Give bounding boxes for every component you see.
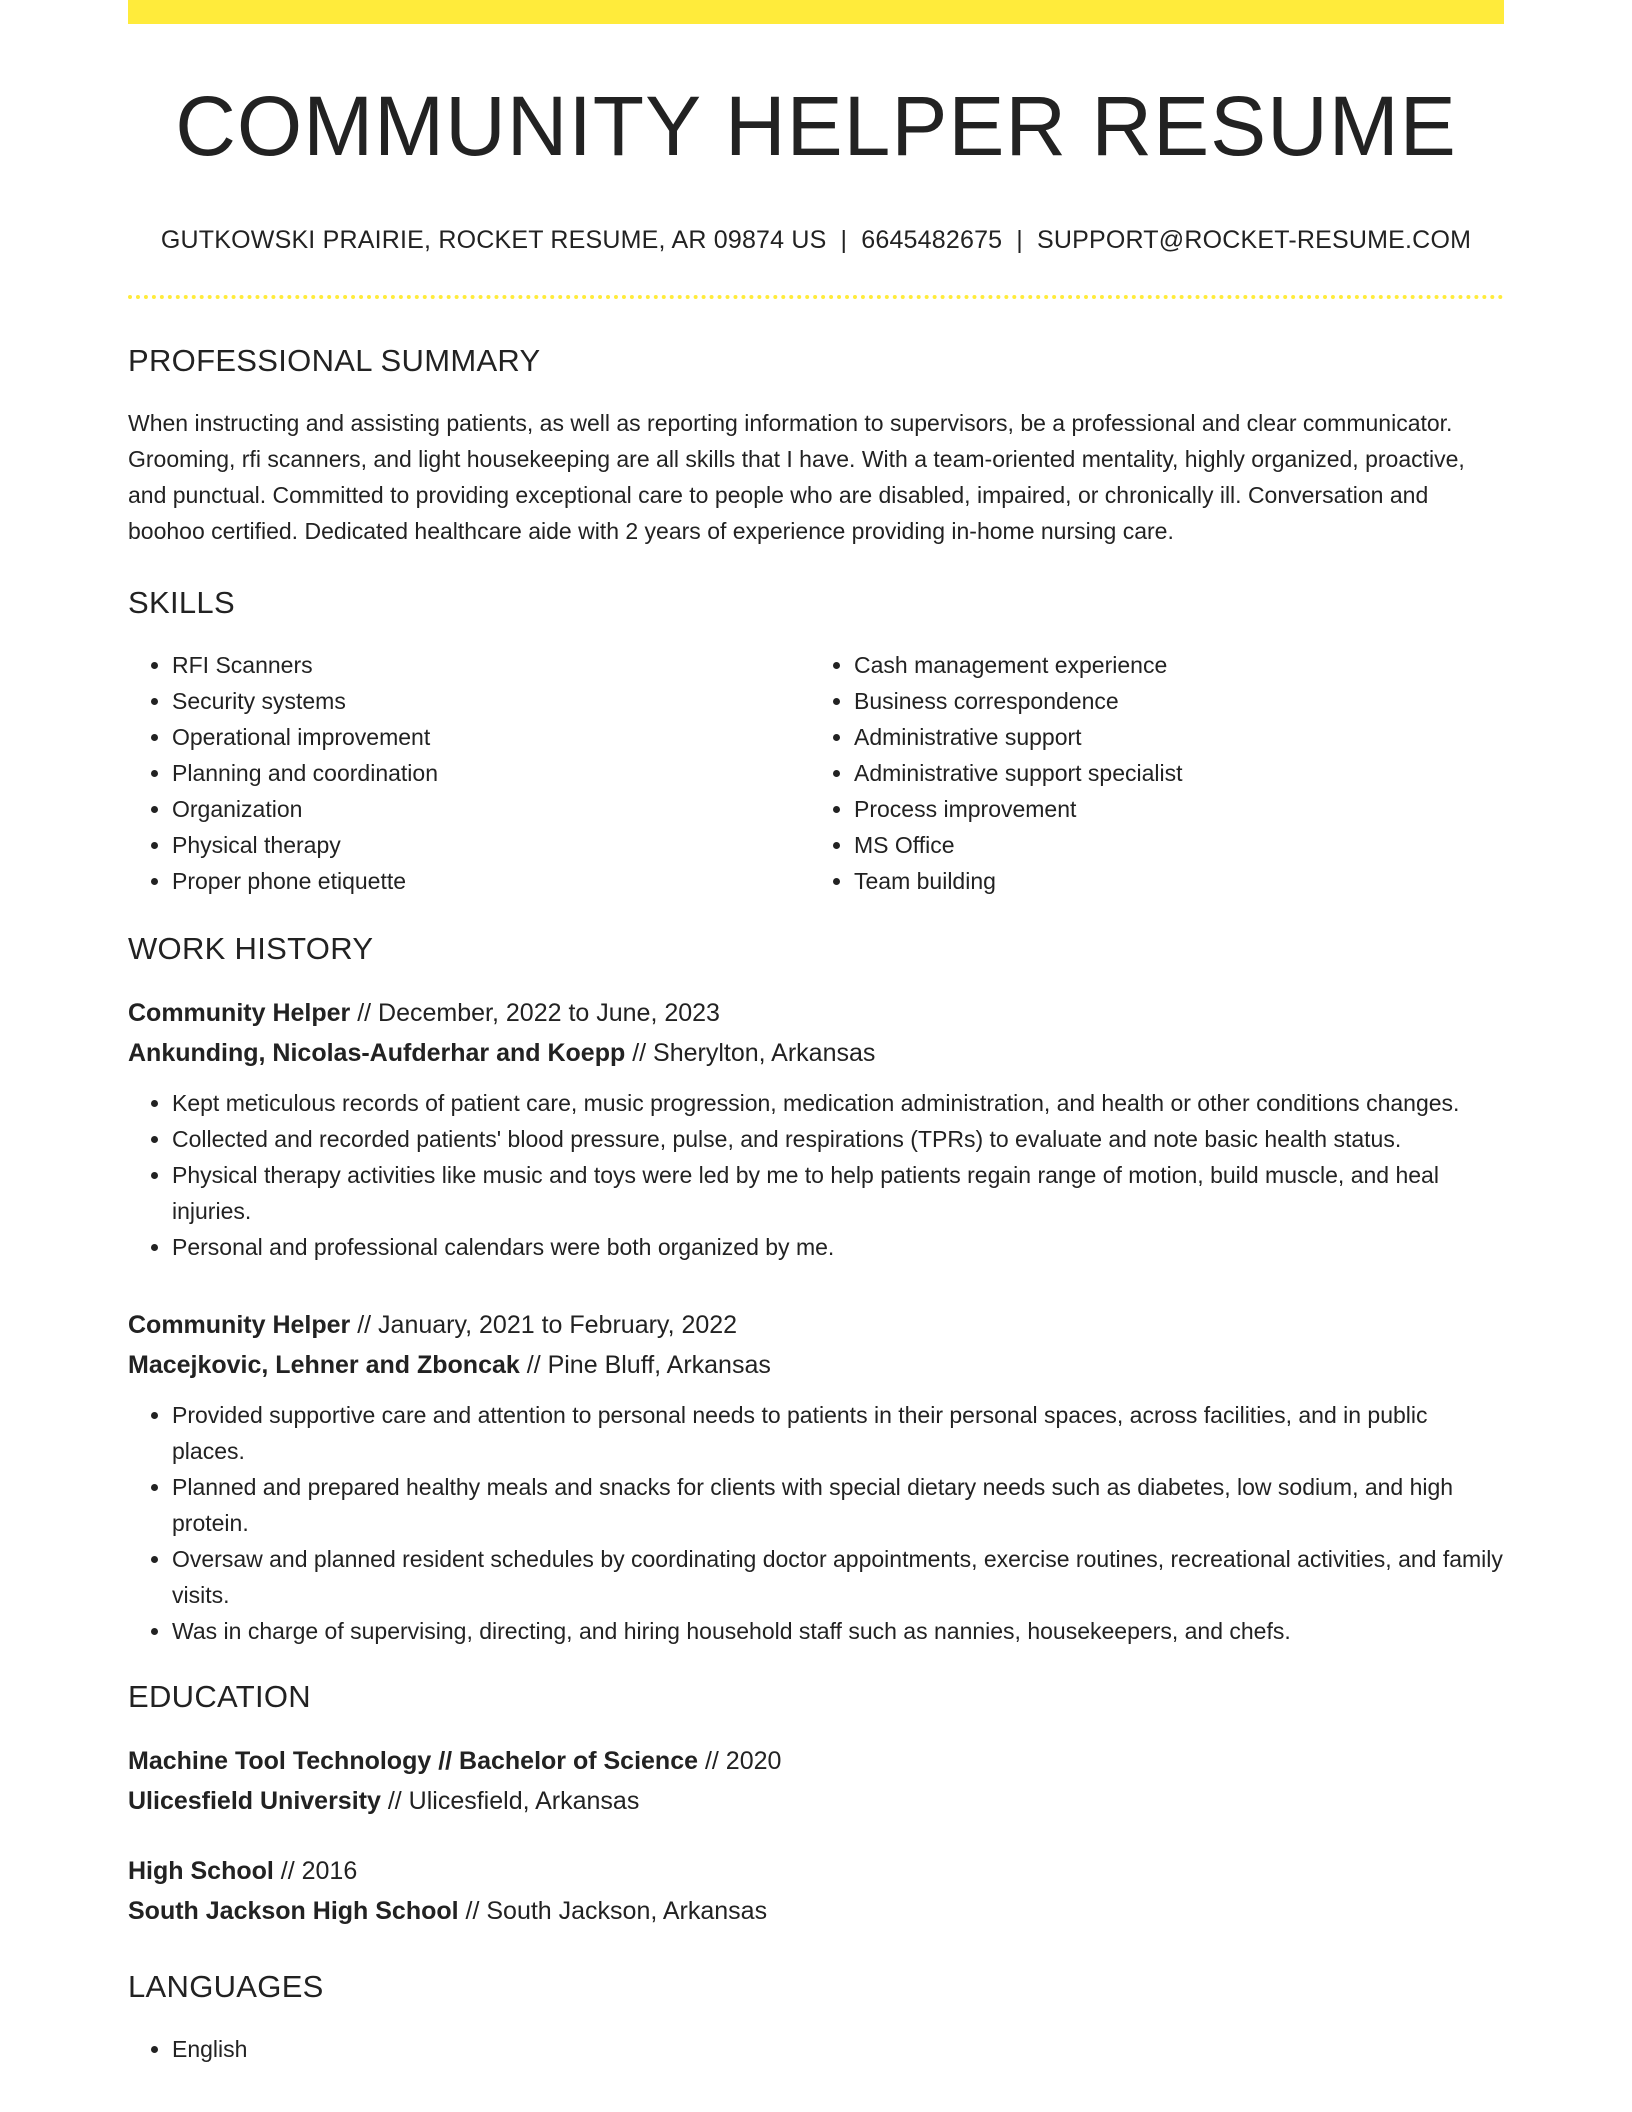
skill-item: • Operational improvement — [172, 719, 806, 755]
skill-item: • Process improvement — [854, 791, 1488, 827]
skills-column-left — [128, 647, 806, 899]
job-location: // Pine Bluff, Arkansas — [519, 1351, 771, 1379]
contact-separator: | — [1016, 226, 1023, 254]
summary-heading: PROFESSIONAL SUMMARY — [128, 343, 541, 378]
skill-item: • Proper phone etiquette — [172, 863, 806, 899]
skill-item: • Organization — [172, 791, 806, 827]
skill-item: • Planning and coordination — [172, 755, 806, 791]
skills-column-right — [806, 647, 1488, 899]
job-company-line — [128, 1345, 1504, 1385]
education-location: // South Jackson, Arkansas — [458, 1897, 768, 1925]
skill-item: • Administrative support — [854, 719, 1488, 755]
job-bullet: • Was in charge of supervising, directing, and hiring household staff such as nannies, housekeepers, and chefs. — [172, 1613, 1504, 1649]
dotted-divider — [128, 295, 1504, 299]
job-bullet: • Collected and recorded patients' blood pressure, pulse, and respirations (TPRs) to evaluate and note basic health status. — [172, 1121, 1504, 1157]
job-entry — [128, 993, 1504, 1265]
job-bullet: • Personal and professional calendars were both organized by me. — [172, 1229, 1504, 1265]
contact-address: GUTKOWSKI PRAIRIE, ROCKET RESUME, AR 09874 US — [160, 226, 827, 254]
job-bullets — [128, 1397, 1504, 1649]
education-school-line — [128, 1891, 1504, 1931]
job-bullet: • Oversaw and planned resident schedules by coordinating doctor appointments, exercise routines, recreational activities, and family visits. — [172, 1541, 1504, 1613]
contact-email: SUPPORT@ROCKET-RESUME.COM — [1036, 226, 1472, 254]
education-year: // 2020 — [698, 1747, 782, 1775]
job-company: Ankunding, Nicolas-Aufderhar and Koepp — [128, 1039, 626, 1067]
job-role-line — [128, 993, 1504, 1033]
education-school: Ulicesfield University — [128, 1787, 381, 1815]
job-entry — [128, 1305, 1504, 1649]
education-year: // 2016 — [273, 1857, 358, 1885]
skill-item: • Physical therapy — [172, 827, 806, 863]
job-role: Community Helper — [128, 1311, 351, 1339]
job-bullet: • Kept meticulous records of patient care, music progression, medication administration, and health or other conditions changes. — [172, 1085, 1504, 1121]
job-company: Macejkovic, Lehner and Zboncak — [128, 1351, 520, 1379]
job-role-line — [128, 1305, 1504, 1345]
language-item: • English — [172, 2031, 1504, 2067]
languages-heading: LANGUAGES — [128, 1969, 324, 2004]
skill-item: • RFI Scanners — [172, 647, 806, 683]
skill-item: • Team building — [854, 863, 1488, 899]
skills-list — [128, 647, 1504, 899]
resume-page — [128, 0, 1504, 2067]
education-degree: High School — [128, 1857, 274, 1885]
job-company-line — [128, 1033, 1504, 1073]
job-dates: // December, 2022 to June, 2023 — [350, 999, 720, 1027]
job-bullets — [128, 1085, 1504, 1265]
job-bullet: • Planned and prepared healthy meals and snacks for clients with special dietary needs such as diabetes, low sodium, and high protein. — [172, 1469, 1504, 1541]
job-bullet: • Physical therapy activities like music and toys were led by me to help patients regain range of motion, build muscle, and heal injuries. — [172, 1157, 1504, 1229]
skill-item: • Business correspondence — [854, 683, 1488, 719]
resume-title: COMMUNITY HELPER RESUME — [175, 79, 1457, 173]
education-school-line — [128, 1781, 1504, 1821]
education-school: South Jackson High School — [128, 1897, 459, 1925]
summary-text: When instructing and assisting patients, as well as reporting information to supervisors, be a professional and clear communicator. Grooming, rfi scanners, and light housekeeping are all skills that I have. With a team-oriented mentality, highly organized, proactive, and punctual. Committed to providing exceptional care to people who are disabled, impaired, or chronically ill. Conversation and boohoo certified. Dedicated healthcare aide with 2 years of experience providing in-home nursing care. — [128, 410, 1465, 544]
education-entry — [128, 1741, 1504, 1821]
skills-heading: SKILLS — [128, 585, 235, 620]
contact-separator: | — [840, 226, 848, 254]
job-dates: // January, 2021 to February, 2022 — [350, 1311, 738, 1339]
skill-item: • MS Office — [854, 827, 1488, 863]
contact-line — [128, 226, 1504, 255]
work-history-heading: WORK HISTORY — [128, 931, 374, 966]
job-bullet: • Provided supportive care and attention to personal needs to patients in their personal spaces, across facilities, and in public places. — [172, 1397, 1504, 1469]
education-location: // Ulicesfield, Arkansas — [380, 1787, 640, 1815]
languages-list — [128, 2031, 1504, 2067]
job-role: Community Helper — [128, 999, 351, 1027]
skill-item: • Security systems — [172, 683, 806, 719]
education-heading: EDUCATION — [128, 1679, 311, 1714]
job-location: // Sherylton, Arkansas — [625, 1039, 876, 1067]
education-entry — [128, 1851, 1504, 1931]
skill-item: • Administrative support specialist — [854, 755, 1488, 791]
education-degree-line — [128, 1851, 1504, 1891]
skill-item: • Cash management experience — [854, 647, 1488, 683]
education-degree: Machine Tool Technology // Bachelor of Science — [128, 1747, 699, 1775]
contact-phone: 6645482675 — [861, 226, 1003, 254]
education-degree-line — [128, 1741, 1504, 1781]
top-accent-bar — [128, 0, 1504, 24]
